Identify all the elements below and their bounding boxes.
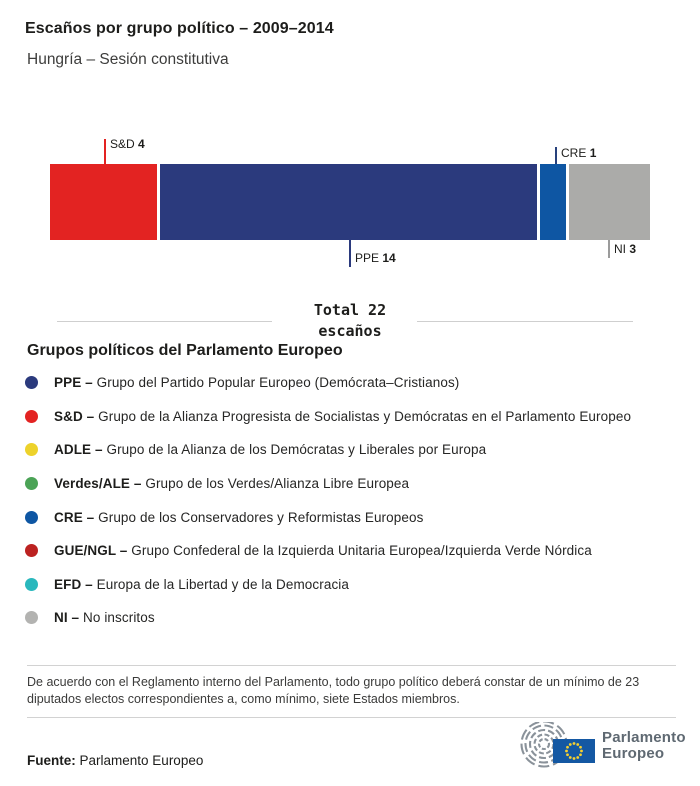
footnote-divider-bottom	[27, 717, 676, 718]
legend-color-dot	[25, 443, 38, 456]
callout-label-cre	[561, 146, 596, 160]
logo-word-line2: Europeo	[602, 745, 665, 762]
callout-seats-cre: 1	[589, 146, 597, 160]
bar-segment-ni	[569, 164, 650, 240]
legend-color-dot	[25, 410, 38, 423]
bar-segment-ppe	[160, 164, 536, 240]
callout-label-sd	[110, 137, 145, 151]
stacked-bar	[50, 164, 650, 240]
legend-item-text: ADLE – Grupo de la Alianza de los Demócratas y Liberales por Europa	[54, 442, 487, 458]
legend-item-text: GUE/NGL – Grupo Confederal de la Izquierda Unitaria Europea/Izquierda Verde Nórdica	[54, 543, 592, 559]
source-label: Fuente:	[27, 753, 76, 768]
legend-item-text: NI – No inscritos	[54, 610, 155, 626]
legend-item-gue-ngl	[25, 534, 685, 568]
callout-group-sd: S&D	[110, 137, 135, 151]
legend-item-text: PPE – Grupo del Partido Popular Europeo (Demócrata–Cristianos)	[54, 375, 460, 391]
total-seats-line2: escaños	[318, 322, 382, 340]
callout-seats-sd: 4	[138, 137, 145, 151]
legend-color-dot	[25, 376, 38, 389]
source-line	[27, 753, 203, 768]
page-subtitle: Hungría – Sesión constitutiva	[27, 51, 229, 68]
legend-color-dot	[25, 544, 38, 557]
callout-seats-ppe: 14	[382, 251, 396, 265]
legend-item-cre	[25, 500, 685, 534]
total-seats-divider	[0, 300, 700, 344]
total-seats-label	[0, 300, 700, 342]
callout-tick-sd	[104, 139, 106, 164]
callout-group-ni: NI	[614, 242, 626, 256]
legend-item-adle	[25, 433, 685, 467]
legend-color-dot	[25, 578, 38, 591]
legend-color-dot	[25, 611, 38, 624]
hemicycle-eu-flag-icon	[518, 722, 598, 770]
callout-tick-ppe	[349, 240, 351, 267]
legend-list	[25, 366, 685, 635]
legend-item-text: EFD – Europa de la Libertad y de la Democracia	[54, 576, 350, 592]
callout-label-ni	[614, 242, 636, 256]
callout-group-cre: CRE	[561, 146, 587, 160]
callout-label-ppe	[355, 251, 396, 265]
legend-item-verdes-ale	[25, 467, 685, 501]
legend-color-dot	[25, 477, 38, 490]
legend-item-text: S&D – Grupo de la Alianza Progresista de Socialistas y Demócratas en el Parlamento Europeo	[54, 408, 632, 424]
bar-segment-s-d	[50, 164, 157, 240]
legend-item-efd	[25, 568, 685, 602]
page-title: Escaños por grupo político – 2009–2014	[25, 20, 334, 37]
european-parliament-logo	[518, 722, 686, 770]
callout-group-ppe: PPE	[355, 251, 380, 265]
seat-distribution-chart	[0, 130, 700, 280]
logo-word-line1: Parlamento	[602, 729, 686, 746]
logo-wordmark	[602, 730, 686, 762]
footnote-divider-top	[27, 665, 676, 666]
callout-tick-ni	[608, 240, 610, 258]
legend-item-ni	[25, 601, 685, 635]
callout-seats-ni: 3	[629, 242, 637, 256]
legend-item-s-d	[25, 400, 685, 434]
legend-item-text: Verdes/ALE – Grupo de los Verdes/Alianza Libre Europea	[54, 476, 410, 492]
footnote: De acuerdo con el Reglamento interno del Parlamento, todo grupo político deberá constar de un mínimo de 23 diputados electos correspondientes a, como mínimo, siete Estados miembros.	[27, 675, 640, 706]
legend-color-dot	[25, 511, 38, 524]
legend-item-text: CRE – Grupo de los Conservadores y Reformistas Europeos	[54, 509, 424, 525]
source-value: Parlamento Europeo	[79, 753, 204, 768]
bar-segment-cre	[540, 164, 567, 240]
legend-item-ppe	[25, 366, 685, 400]
callout-tick-cre	[555, 147, 557, 164]
legend-heading: Grupos políticos del Parlamento Europeo	[27, 342, 343, 359]
total-seats-line1: Total 22	[313, 301, 387, 319]
